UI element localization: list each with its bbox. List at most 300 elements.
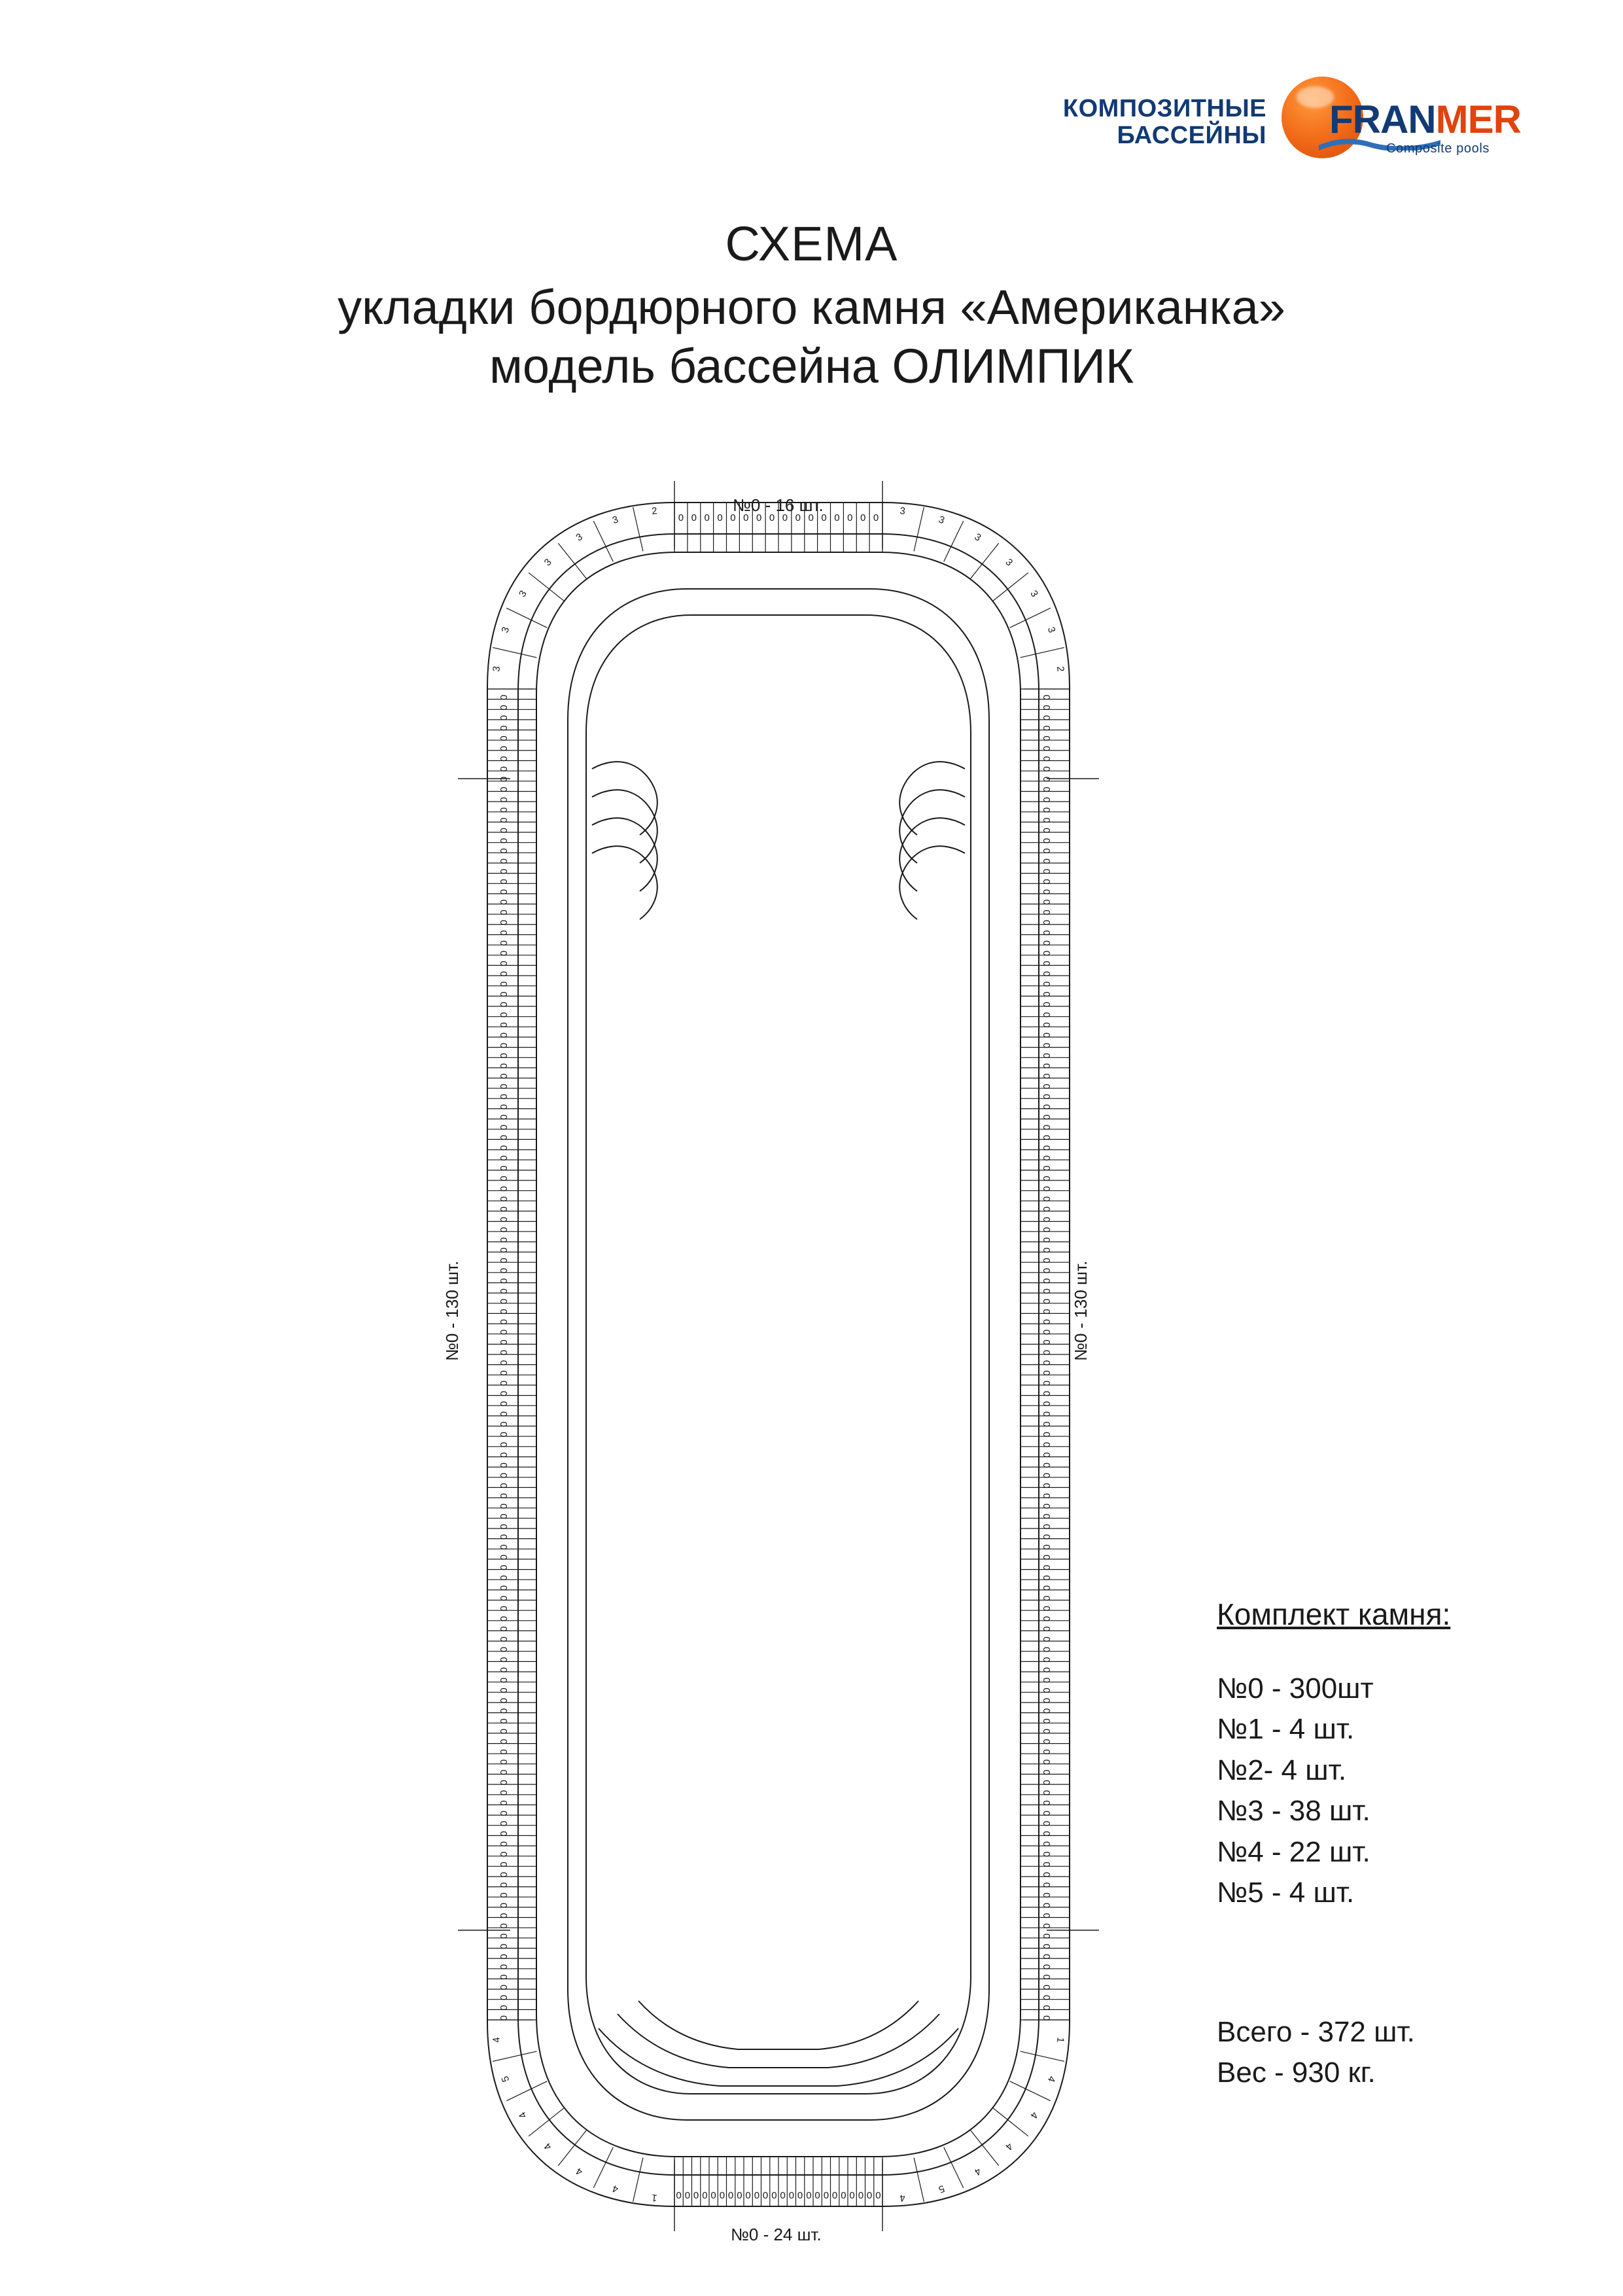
svg-text:0: 0 xyxy=(1041,1564,1053,1570)
stone-kit-legend xyxy=(1217,1597,1570,2094)
svg-text:0: 0 xyxy=(498,848,510,854)
svg-text:0: 0 xyxy=(498,1390,510,1396)
svg-text:0: 0 xyxy=(1041,1350,1053,1356)
svg-text:5: 5 xyxy=(499,2074,512,2084)
pool-schematic-svg xyxy=(458,471,1099,2238)
brand-logo xyxy=(1063,73,1524,171)
svg-text:0: 0 xyxy=(498,1462,510,1468)
svg-text:0: 0 xyxy=(1041,1687,1053,1693)
svg-text:0: 0 xyxy=(498,1790,510,1796)
svg-text:0: 0 xyxy=(498,1851,510,1857)
svg-text:0: 0 xyxy=(498,1616,510,1622)
svg-text:0: 0 xyxy=(831,2190,838,2201)
svg-text:0: 0 xyxy=(1041,1667,1053,1673)
svg-text:0: 0 xyxy=(1041,1871,1053,1878)
svg-text:0: 0 xyxy=(498,1687,510,1693)
svg-text:0: 0 xyxy=(498,1350,510,1356)
svg-text:0: 0 xyxy=(1041,1073,1053,1079)
svg-text:0: 0 xyxy=(498,1994,510,2001)
svg-text:0: 0 xyxy=(498,1923,510,1929)
list-item: №0 - 300шт xyxy=(1217,1672,1374,1704)
svg-text:1: 1 xyxy=(1054,2036,1066,2043)
svg-text:0: 0 xyxy=(1041,848,1053,854)
svg-text:0: 0 xyxy=(498,1646,510,1653)
svg-text:0: 0 xyxy=(498,1165,510,1171)
svg-text:0: 0 xyxy=(1041,1339,1053,1345)
svg-text:0: 0 xyxy=(1041,940,1053,946)
svg-text:0: 0 xyxy=(710,2190,716,2201)
svg-text:0: 0 xyxy=(1041,1390,1053,1396)
stone-ring-outer xyxy=(487,503,1070,2206)
svg-text:0: 0 xyxy=(754,2190,760,2201)
svg-text:0: 0 xyxy=(498,1718,510,1724)
svg-text:0: 0 xyxy=(498,1595,510,1601)
svg-text:0: 0 xyxy=(1041,1093,1053,1100)
svg-text:0: 0 xyxy=(498,1493,510,1499)
svg-text:0: 0 xyxy=(780,2190,786,2201)
svg-text:4: 4 xyxy=(516,2110,529,2121)
svg-text:0: 0 xyxy=(498,1964,510,1970)
svg-text:0: 0 xyxy=(1041,1124,1053,1131)
svg-text:0: 0 xyxy=(498,1759,510,1765)
svg-text:0: 0 xyxy=(498,1186,510,1192)
svg-text:0: 0 xyxy=(498,1063,510,1069)
svg-text:0: 0 xyxy=(498,1042,510,1048)
svg-text:0: 0 xyxy=(1041,910,1053,915)
svg-text:0: 0 xyxy=(1041,1728,1053,1735)
svg-text:0: 0 xyxy=(1041,1954,1053,1960)
svg-text:0: 0 xyxy=(498,1032,510,1038)
svg-text:0: 0 xyxy=(1041,766,1053,772)
svg-text:0: 0 xyxy=(1041,1943,1053,1949)
svg-text:0: 0 xyxy=(1041,1923,1053,1929)
svg-text:0: 0 xyxy=(498,1483,510,1489)
svg-text:0: 0 xyxy=(1041,1165,1053,1171)
logo-tagline-line1: КОМПОЗИТНЫЕ xyxy=(1062,94,1266,122)
svg-text:0: 0 xyxy=(498,1841,510,1847)
svg-text:0: 0 xyxy=(1041,1585,1053,1591)
svg-text:0: 0 xyxy=(1041,1411,1053,1417)
svg-text:0: 0 xyxy=(1041,1554,1053,1561)
svg-text:0: 0 xyxy=(1041,1380,1053,1386)
svg-text:0: 0 xyxy=(1041,1155,1053,1161)
svg-text:0: 0 xyxy=(498,868,510,874)
svg-text:0: 0 xyxy=(498,919,510,926)
stone-ring-inner xyxy=(518,534,1039,2175)
svg-text:0: 0 xyxy=(1041,1329,1053,1335)
svg-text:0: 0 xyxy=(1041,1544,1053,1550)
total-weight: Вес - 930 кг. xyxy=(1217,2057,1376,2089)
svg-text:0: 0 xyxy=(1041,2015,1053,2021)
svg-text:0: 0 xyxy=(498,1667,510,1673)
svg-text:0: 0 xyxy=(1041,1452,1053,1458)
svg-text:3: 3 xyxy=(972,531,983,544)
svg-text:0: 0 xyxy=(1041,1186,1053,1192)
svg-text:0: 0 xyxy=(498,1708,510,1714)
svg-text:0: 0 xyxy=(737,2190,742,2201)
svg-text:0: 0 xyxy=(1041,1432,1053,1438)
svg-text:0: 0 xyxy=(1041,1780,1053,1786)
svg-text:0: 0 xyxy=(1041,735,1053,741)
svg-text:0: 0 xyxy=(788,2190,795,2201)
svg-text:0: 0 xyxy=(1041,1513,1053,1519)
svg-text:0: 0 xyxy=(769,512,775,523)
svg-text:0: 0 xyxy=(771,2190,777,2201)
svg-text:0: 0 xyxy=(498,786,510,792)
svg-text:0: 0 xyxy=(498,940,510,946)
franmer-logo-mark xyxy=(1278,73,1524,171)
svg-text:0: 0 xyxy=(1041,1636,1053,1642)
svg-text:0: 0 xyxy=(498,1084,510,1089)
svg-text:0: 0 xyxy=(1041,879,1053,885)
svg-text:0: 0 xyxy=(1041,1247,1053,1253)
title-line-3: модель бассейна ОЛИМПИК xyxy=(489,339,1134,394)
svg-text:0: 0 xyxy=(498,1135,510,1140)
svg-text:0: 0 xyxy=(498,1636,510,1642)
svg-text:0: 0 xyxy=(498,745,510,752)
svg-text:0: 0 xyxy=(498,1524,510,1530)
svg-text:0: 0 xyxy=(1041,1370,1053,1376)
svg-text:2: 2 xyxy=(651,505,658,518)
svg-text:3: 3 xyxy=(1003,556,1015,569)
svg-text:3: 3 xyxy=(574,531,585,544)
svg-text:0: 0 xyxy=(1041,1964,1053,1970)
svg-text:1: 1 xyxy=(651,2191,658,2204)
svg-text:0: 0 xyxy=(1041,1616,1053,1622)
svg-text:0: 0 xyxy=(1041,981,1053,987)
svg-text:0: 0 xyxy=(821,512,827,523)
svg-text:0: 0 xyxy=(1041,1032,1053,1038)
svg-text:0: 0 xyxy=(498,1022,510,1028)
svg-text:0: 0 xyxy=(1041,868,1053,874)
svg-text:0: 0 xyxy=(1041,1401,1053,1407)
svg-text:0: 0 xyxy=(498,1380,510,1386)
steps-bottom xyxy=(599,2001,958,2086)
svg-text:0: 0 xyxy=(841,2190,846,2201)
svg-text:0: 0 xyxy=(834,512,840,523)
svg-text:0: 0 xyxy=(1041,1933,1053,1939)
svg-text:0: 0 xyxy=(498,1472,510,1479)
svg-text:0: 0 xyxy=(498,776,510,783)
svg-text:0: 0 xyxy=(1041,1267,1053,1274)
svg-text:0: 0 xyxy=(498,1053,510,1059)
list-item: №2- 4 шт. xyxy=(1217,1754,1347,1786)
svg-text:0: 0 xyxy=(1041,705,1053,711)
svg-text:0: 0 xyxy=(1041,1902,1053,1909)
svg-text:0: 0 xyxy=(1041,1441,1053,1448)
svg-text:0: 0 xyxy=(1041,1708,1053,1714)
stone-tick-marks xyxy=(487,503,1070,2206)
svg-text:0: 0 xyxy=(1041,1657,1053,1663)
svg-text:0: 0 xyxy=(1041,1503,1053,1510)
svg-text:0: 0 xyxy=(1041,961,1053,966)
svg-text:0: 0 xyxy=(806,2190,812,2201)
svg-text:0: 0 xyxy=(498,991,510,997)
svg-text:4: 4 xyxy=(1045,2074,1058,2084)
svg-text:0: 0 xyxy=(498,1258,510,1263)
svg-text:0: 0 xyxy=(498,1360,510,1366)
svg-text:0: 0 xyxy=(1041,1237,1053,1243)
svg-text:0: 0 xyxy=(743,512,749,523)
svg-text:0: 0 xyxy=(498,1554,510,1561)
svg-text:0: 0 xyxy=(1041,1042,1053,1048)
svg-text:0: 0 xyxy=(1041,1002,1053,1008)
list-item: №4 - 22 шт. xyxy=(1217,1835,1370,1868)
svg-text:0: 0 xyxy=(1041,950,1053,957)
svg-text:0: 0 xyxy=(1041,1483,1053,1489)
svg-text:0: 0 xyxy=(693,2190,699,2201)
svg-text:0: 0 xyxy=(498,1176,510,1182)
svg-text:0: 0 xyxy=(498,1534,510,1540)
title-line-1: СХЕМА xyxy=(725,217,898,271)
svg-text:0: 0 xyxy=(1041,745,1053,752)
svg-text:0: 0 xyxy=(498,797,510,803)
svg-text:0: 0 xyxy=(498,2015,510,2021)
svg-text:0: 0 xyxy=(498,756,510,762)
total-count: Всего - 372 шт. xyxy=(1217,2015,1415,2048)
svg-text:0: 0 xyxy=(849,2190,855,2201)
svg-text:0: 0 xyxy=(702,2190,708,2201)
svg-text:0: 0 xyxy=(1041,2005,1053,2011)
svg-text:0: 0 xyxy=(1041,1697,1053,1704)
svg-text:0: 0 xyxy=(498,1780,510,1786)
svg-text:0: 0 xyxy=(1041,1913,1053,1918)
svg-text:0: 0 xyxy=(1041,1288,1053,1294)
svg-text:0: 0 xyxy=(498,930,510,936)
svg-text:0: 0 xyxy=(498,1585,510,1591)
svg-text:0: 0 xyxy=(498,715,510,721)
svg-text:0: 0 xyxy=(498,1452,510,1458)
svg-text:0: 0 xyxy=(1041,756,1053,762)
svg-text:3: 3 xyxy=(1045,625,1058,635)
svg-text:0: 0 xyxy=(498,981,510,987)
svg-text:0: 0 xyxy=(1041,1759,1053,1765)
svg-text:0: 0 xyxy=(745,2190,751,2201)
svg-text:0: 0 xyxy=(498,1124,510,1131)
svg-text:0: 0 xyxy=(498,1862,510,1867)
svg-text:0: 0 xyxy=(1041,1145,1053,1151)
svg-text:0: 0 xyxy=(498,1441,510,1448)
svg-text:0: 0 xyxy=(1041,858,1053,864)
svg-text:0: 0 xyxy=(498,1626,510,1632)
svg-text:0: 0 xyxy=(1041,1831,1053,1837)
svg-text:0: 0 xyxy=(1041,1974,1053,1980)
svg-text:0: 0 xyxy=(498,1513,510,1519)
svg-text:0: 0 xyxy=(1041,1882,1053,1888)
svg-text:0: 0 xyxy=(1041,1718,1053,1724)
svg-text:0: 0 xyxy=(1041,1012,1053,1018)
svg-text:0: 0 xyxy=(1041,1841,1053,1847)
svg-text:0: 0 xyxy=(1041,1360,1053,1366)
svg-text:0: 0 xyxy=(498,1114,510,1120)
svg-text:0: 0 xyxy=(498,694,510,700)
dimension-label-bottom: №0 - 24 шт. xyxy=(731,2225,822,2244)
svg-text:0: 0 xyxy=(1041,776,1053,783)
svg-text:3: 3 xyxy=(937,514,947,527)
svg-text:0: 0 xyxy=(498,1012,510,1018)
svg-text:0: 0 xyxy=(691,512,697,523)
svg-text:0: 0 xyxy=(1041,725,1053,731)
svg-text:3: 3 xyxy=(499,625,512,635)
svg-text:0: 0 xyxy=(676,2190,682,2201)
svg-text:0: 0 xyxy=(498,1892,510,1898)
svg-text:0: 0 xyxy=(498,1677,510,1684)
svg-text:0: 0 xyxy=(498,807,510,813)
svg-text:0: 0 xyxy=(1041,1206,1053,1212)
svg-text:4: 4 xyxy=(574,2165,585,2178)
logo-subtitle: Composite pools xyxy=(1386,141,1490,156)
svg-text:0: 0 xyxy=(1041,1196,1053,1202)
svg-text:0: 0 xyxy=(1041,930,1053,936)
svg-text:0: 0 xyxy=(1041,1677,1053,1684)
page-title xyxy=(0,216,1623,397)
svg-text:0: 0 xyxy=(498,971,510,977)
svg-text:0: 0 xyxy=(814,2190,820,2201)
svg-text:2: 2 xyxy=(1054,665,1066,673)
svg-text:0: 0 xyxy=(498,1237,510,1243)
svg-text:0: 0 xyxy=(498,705,510,711)
svg-text:0: 0 xyxy=(1041,1524,1053,1530)
svg-text:3: 3 xyxy=(610,514,620,527)
logo-wordmark-mer: MER xyxy=(1435,97,1521,141)
svg-text:4: 4 xyxy=(972,2165,983,2178)
svg-text:0: 0 xyxy=(1041,889,1053,895)
svg-text:0: 0 xyxy=(498,1544,510,1550)
logo-wordmark-fran: FRAN xyxy=(1329,97,1436,141)
svg-text:0: 0 xyxy=(498,1564,510,1570)
svg-text:0: 0 xyxy=(498,1309,510,1315)
svg-text:0: 0 xyxy=(860,512,866,523)
svg-text:0: 0 xyxy=(498,838,510,844)
svg-text:0: 0 xyxy=(1041,1216,1053,1222)
svg-text:0: 0 xyxy=(1041,1800,1053,1806)
svg-text:0: 0 xyxy=(498,1985,510,1990)
svg-text:4: 4 xyxy=(1028,2110,1041,2121)
svg-text:3: 3 xyxy=(542,556,554,569)
svg-text:0: 0 xyxy=(498,1831,510,1837)
svg-text:0: 0 xyxy=(1041,694,1053,700)
svg-text:0: 0 xyxy=(1041,1309,1053,1315)
svg-text:0: 0 xyxy=(1041,1606,1053,1612)
svg-text:5: 5 xyxy=(937,2182,947,2195)
svg-text:0: 0 xyxy=(498,1943,510,1949)
svg-text:0: 0 xyxy=(498,1810,510,1816)
pool-shell-outline xyxy=(568,589,989,2120)
svg-text:0: 0 xyxy=(1041,1258,1053,1263)
svg-text:0: 0 xyxy=(1041,1063,1053,1069)
svg-text:0: 0 xyxy=(1041,715,1053,721)
svg-text:3: 3 xyxy=(491,665,503,673)
stone-ring-inner-2 xyxy=(536,552,1021,2157)
svg-text:0: 0 xyxy=(498,1974,510,1980)
svg-text:0: 0 xyxy=(498,1216,510,1222)
svg-text:0: 0 xyxy=(823,2190,829,2201)
svg-text:0: 0 xyxy=(498,1002,510,1008)
svg-text:0: 0 xyxy=(762,2190,769,2201)
svg-text:4: 4 xyxy=(899,2191,906,2204)
svg-text:0: 0 xyxy=(498,1104,510,1110)
svg-text:0: 0 xyxy=(1041,899,1053,905)
svg-text:0: 0 xyxy=(498,1319,510,1325)
svg-text:0: 0 xyxy=(1041,1022,1053,1028)
svg-text:0: 0 xyxy=(727,2190,734,2201)
svg-text:0: 0 xyxy=(1041,1862,1053,1867)
svg-text:0: 0 xyxy=(498,1739,510,1744)
svg-text:0: 0 xyxy=(498,1432,510,1438)
dimension-label-top: №0 - 16 шт. xyxy=(733,495,824,515)
svg-text:0: 0 xyxy=(498,766,510,772)
svg-text:0: 0 xyxy=(498,889,510,895)
svg-text:0: 0 xyxy=(1041,1319,1053,1325)
svg-text:3: 3 xyxy=(1028,588,1041,599)
svg-text:0: 0 xyxy=(1041,1534,1053,1540)
svg-text:0: 0 xyxy=(498,1503,510,1510)
svg-text:0: 0 xyxy=(1041,1298,1053,1305)
svg-text:0: 0 xyxy=(498,1800,510,1806)
svg-text:0: 0 xyxy=(782,512,788,523)
svg-text:0: 0 xyxy=(498,1606,510,1612)
svg-text:0: 0 xyxy=(678,512,684,523)
svg-text:0: 0 xyxy=(1041,817,1053,823)
svg-text:0: 0 xyxy=(498,1339,510,1345)
logo-tagline-line2: БАССЕЙНЫ xyxy=(1117,122,1266,149)
svg-text:0: 0 xyxy=(498,1401,510,1407)
title-line-2: укладки бордюрного камня «Американка» xyxy=(338,280,1285,334)
svg-text:0: 0 xyxy=(717,512,723,523)
svg-text:0: 0 xyxy=(498,1247,510,1253)
svg-text:0: 0 xyxy=(498,1267,510,1274)
svg-text:0: 0 xyxy=(498,1298,510,1305)
svg-text:0: 0 xyxy=(1041,919,1053,926)
svg-text:0: 0 xyxy=(1041,1104,1053,1110)
logo-wordmark xyxy=(1329,97,1521,142)
dimension-label-left: №0 - 130 шт. xyxy=(442,1260,462,1361)
svg-text:0: 0 xyxy=(498,1329,510,1335)
svg-text:0: 0 xyxy=(498,910,510,915)
svg-text:0: 0 xyxy=(858,2190,864,2201)
svg-text:0: 0 xyxy=(498,1913,510,1918)
svg-text:0: 0 xyxy=(1041,1646,1053,1653)
svg-text:0: 0 xyxy=(1041,1985,1053,1990)
svg-text:0: 0 xyxy=(719,2190,725,2201)
svg-text:0: 0 xyxy=(498,1206,510,1212)
svg-text:3: 3 xyxy=(516,588,529,599)
svg-text:0: 0 xyxy=(498,725,510,731)
svg-text:4: 4 xyxy=(1003,2140,1015,2153)
list-item: №5 - 4 шт. xyxy=(1217,1877,1355,1909)
svg-text:0: 0 xyxy=(1041,1810,1053,1816)
svg-text:0: 0 xyxy=(1041,1626,1053,1632)
svg-text:0: 0 xyxy=(498,828,510,834)
svg-text:0: 0 xyxy=(1041,1790,1053,1796)
svg-text:0: 0 xyxy=(498,1370,510,1376)
svg-text:0: 0 xyxy=(704,512,710,523)
svg-text:0: 0 xyxy=(875,2190,881,2201)
svg-text:0: 0 xyxy=(498,1728,510,1735)
svg-text:0: 0 xyxy=(498,1278,510,1284)
steps-top-right xyxy=(899,762,965,919)
svg-text:0: 0 xyxy=(498,1749,510,1755)
svg-text:0: 0 xyxy=(1041,828,1053,834)
svg-text:0: 0 xyxy=(1041,838,1053,844)
svg-text:0: 0 xyxy=(1041,991,1053,997)
svg-text:0: 0 xyxy=(498,1902,510,1909)
svg-text:0: 0 xyxy=(498,1657,510,1663)
svg-text:0: 0 xyxy=(1041,1769,1053,1775)
svg-text:0: 0 xyxy=(1041,1994,1053,2001)
svg-text:0: 0 xyxy=(808,512,814,523)
svg-text:0: 0 xyxy=(498,1820,510,1827)
